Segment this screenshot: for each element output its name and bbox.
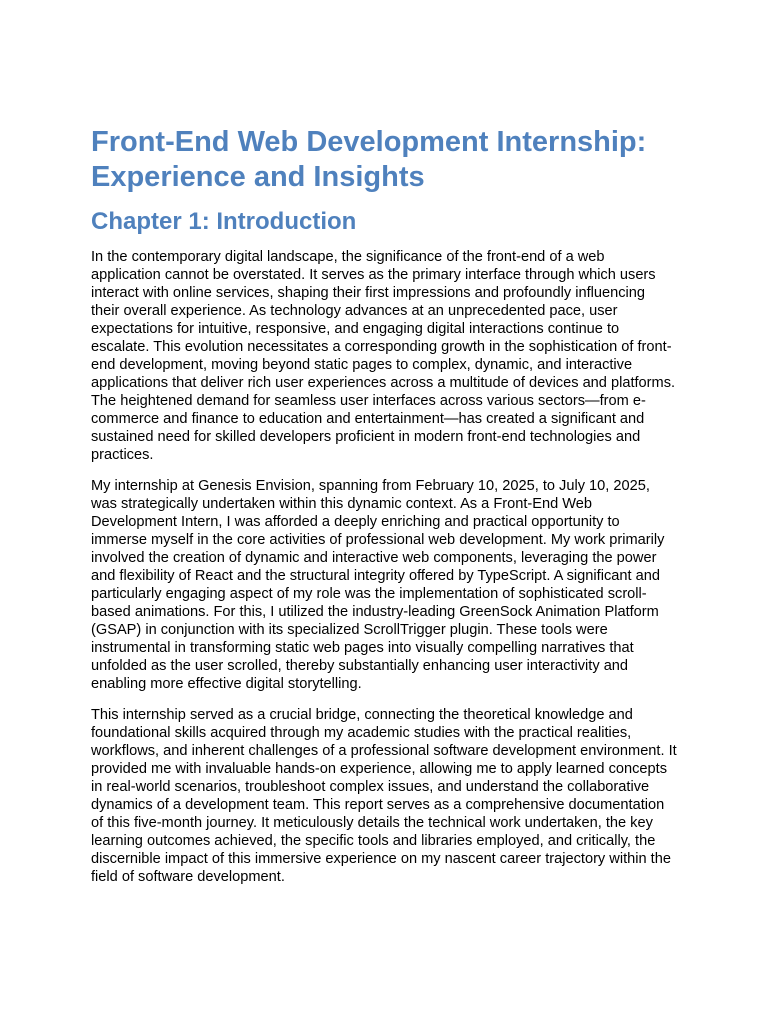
intro-paragraph-3: This internship served as a crucial bridge, connecting the theoretical knowledge and foundational skills acquired through my academic studies with the practical realities, workflows, and inherent challenges of a professional software development environment. It provided me with invaluable hands-on experience, allowing me to apply learned concepts in real-world scenarios, troubleshoot complex issues, and understand the collaborative dynamics of a development team. This report serves as a comprehensive documentation of this five-month journey. It meticulously details the technical work undertaken, the key learning outcomes achieved, the specific tools and libraries employed, and critically, the discernible impact of this immersive experience on my nascent career trajectory within the field of software development. [91,707,677,885]
chapter-heading: Chapter 1: Introduction [91,208,357,235]
intro-paragraph-1: In the contemporary digital landscape, the significance of the front-end of a web application cannot be overstated. It serves as the primary interface through which users interact with online services, shaping their first impressions and profoundly influencing their overall experience. As technology advances at an unprecedented pace, user expectations for intuitive, responsive, and engaging digital interactions continue to escalate. This evolution necessitates a corresponding growth in the sophistication of front-end development, moving beyond static pages to complex, dynamic, and interactive applications that deliver rich user experiences across a multitude of devices and platforms. The heightened demand for seamless user interfaces across various sectors—from e-commerce and finance to education and entertainment—has created a significant and sustained need for skilled developers proficient in modern front-end technologies and practices. [91,249,676,463]
document-body [91,125,677,886]
intro-paragraph-2: My internship at Genesis Envision, spanning from February 10, 2025, to July 10, 2025, was strategically undertaken within this dynamic context. As a Front-End Web Development Intern, I was afforded a deeply enriching and practical opportunity to immerse myself in the core activities of professional web development. My work primarily involved the creation of dynamic and interactive web components, leveraging the power and flexibility of React and the structural integrity offered by TypeScript. A significant and particularly engaging aspect of my role was the implementation of sophisticated scroll-based animations. For this, I utilized the industry-leading GreenSock Animation Platform (GSAP) in conjunction with its specialized ScrollTrigger plugin. These tools were instrumental in transforming static web pages into visually compelling narratives that unfolded as the user scrolled, thereby substantially enhancing user interactivity and enabling more effective digital storytelling. [91,478,665,692]
document-title: Front-End Web Development Internship: Experience and Insights [91,126,647,193]
